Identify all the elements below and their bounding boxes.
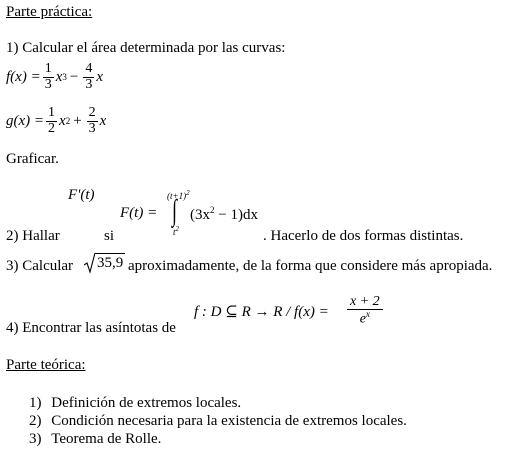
- q2-label: 2) Hallar: [6, 228, 60, 244]
- integral-upper: $(t+1)^2$: [167, 189, 190, 201]
- q4-formula: f : D ⊆ R → R / f(x) =: [194, 304, 329, 320]
- f-frac-2: $\frac{4}{3}$: [85, 61, 93, 92]
- f-frac-1: $\frac{1}{3}$: [44, 61, 52, 92]
- sqrt-symbol: [84, 252, 95, 274]
- practica-heading: Parte práctica:: [6, 4, 93, 20]
- sqrt-radicand: 35,9: [97, 255, 124, 271]
- q3-tail: aproximadamente, de la forma que considere más apropiada.: [128, 258, 493, 274]
- teorica-item: 1) Definición de extremos locales.: [29, 395, 242, 411]
- teorica-item: 2) Condición necesaria para la existencia de extremos locales.: [29, 413, 407, 429]
- F-lhs: F(t) =: [120, 205, 158, 221]
- g-frac-1: $\frac{1}{2}$: [48, 105, 56, 136]
- q4-fraction: [347, 295, 383, 327]
- teorica-item: 3) Teorema de Rolle.: [29, 431, 162, 447]
- f-lhs: f(x) =: [6, 68, 41, 85]
- integral-lower: $t^2$: [173, 225, 180, 237]
- q3-label: 3) Calcular: [6, 258, 74, 274]
- g-frac-2: $\frac{2}{3}$: [88, 105, 96, 136]
- q4-numerator: x + 2: [347, 295, 383, 310]
- q2-si: si: [104, 228, 115, 244]
- f-prime: F'(t): [68, 187, 95, 203]
- q2-tail: . Hacerlo de dos formas distintas.: [263, 228, 464, 244]
- g-lhs: g(x) =: [6, 112, 45, 129]
- g-equation: g(x) = $\frac{1}{2}$ x 2 + $\frac{2}{3}$ x: [6, 105, 107, 136]
- q4-denominator: $e^x$: [359, 309, 370, 327]
- graficar-text: Graficar.: [6, 151, 59, 167]
- q1-text: 1) Calcular el área determinada por las curvas:: [6, 40, 286, 56]
- q4-label: 4) Encontrar las asíntotas de: [6, 320, 176, 336]
- integrand: $(3x^2 - 1)dx$: [190, 205, 258, 223]
- integral-sign: ∫: [172, 194, 177, 227]
- sqrt-expression: [84, 252, 125, 274]
- teorica-heading: Parte teórica:: [6, 357, 86, 373]
- f-equation: f(x) = $\frac{1}{3}$ x 3 − $\frac{4}{3}$ x: [6, 61, 103, 92]
